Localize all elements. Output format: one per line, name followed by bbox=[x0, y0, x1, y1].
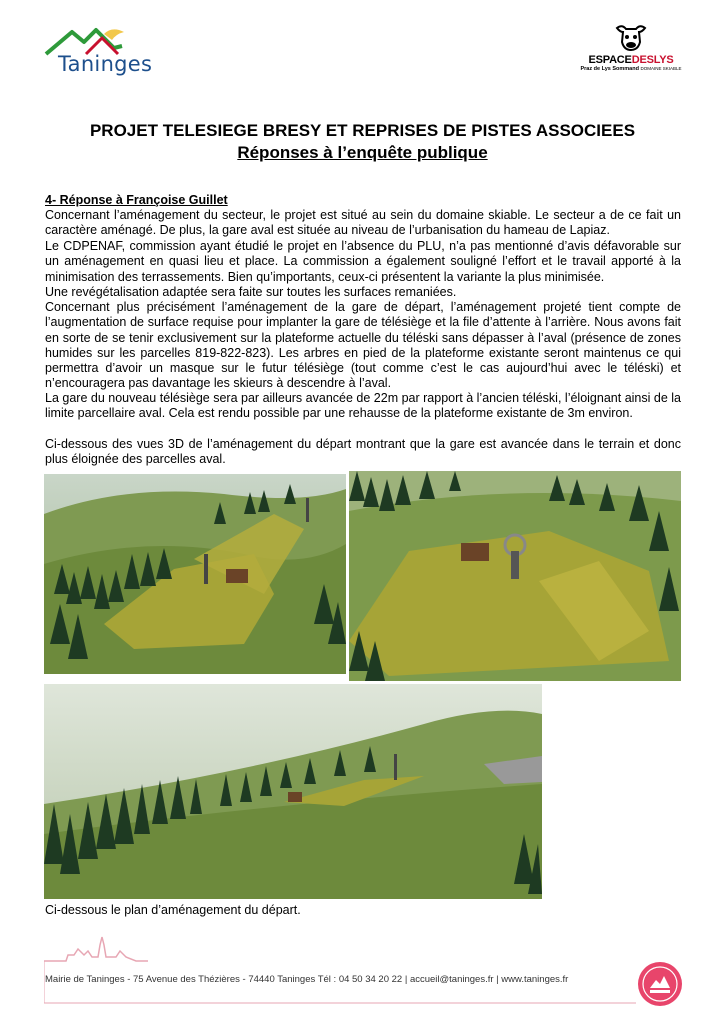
3d-view-image-3 bbox=[44, 684, 542, 899]
paragraph-1: Concernant l’aménagement du secteur, le projet est situé au sein du domaine skiable. Le secteur a de ce fait un caractère aménagé. De plus, la gare aval est située au niveau de l’urbanisation du hameau de Lapiaz. bbox=[45, 208, 681, 238]
3d-view-image-2 bbox=[349, 471, 681, 681]
paragraph-4: Concernant plus précisément l’aménagement de la gare de départ, l’aménagement projeté tient compte de l’augmentation de surface requise pour implanter la gare de télésiège et la file d’attente à l’arrière. Nous avons fait en sorte de se tenir exclusivement sur la plateforme actuelle du téléski sans dépasser à l’aval (présence de zones humides sur les parcelles 819-822-823). Les arbres en pied de la plateforme existante seront maintenus ce qui permettra d’avoir un masque sur le futur télésiège (tout comme c’est le cas aujourd’hui avec le téléski) et n’encouragera pas davantage les skieurs à descendre à l’aval. bbox=[45, 300, 681, 391]
footer-contact: Mairie de Taninges - 75 Avenue des Thézières - 74440 Taninges Tél : 04 50 34 20 22 | accueil@taninges.fr | www.taninges.fr bbox=[45, 974, 569, 985]
village-outline-icon bbox=[44, 935, 684, 1007]
paragraph-3: Une revégétalisation adaptée sera faite sur toutes les surfaces remaniées. bbox=[45, 285, 457, 299]
espace-des-lys-tagline: Praz de Lys Sommand DOMAINE SKIABLE bbox=[580, 66, 682, 72]
document-title: PROJET TELESIEGE BRESY ET REPRISES DE PISTES ASSOCIEES bbox=[89, 121, 636, 140]
section-heading: 4- Réponse à Françoise Guillet bbox=[45, 193, 228, 207]
3d-view-image-1 bbox=[44, 474, 346, 674]
taninges-logo bbox=[42, 24, 162, 74]
taninges-logo-text: Taninges bbox=[58, 52, 153, 76]
ville-badge-icon bbox=[636, 960, 684, 1008]
paragraph-5: La gare du nouveau télésiège sera par ailleurs avancée de 22m par rapport à l’ancien téléski, l’éloignant ainsi de la limite parcellaire aval. Cela est rendu possible par une rehausse de la plateforme existante de 3m environ. bbox=[45, 391, 681, 421]
paragraph-6: Ci-dessous des vues 3D de l’aménagement du départ montrant que la gare est avancée dans le terrain et donc plus éloignée des parcelles aval. bbox=[45, 437, 681, 467]
espace-des-lys-logo bbox=[576, 22, 686, 82]
espace-des-lys-name: ESPACEDESLYS bbox=[588, 54, 674, 66]
caption-plan: Ci-dessous le plan d’aménagement du départ. bbox=[45, 903, 301, 917]
document-subtitle: Réponses à l’enquête publique bbox=[237, 143, 488, 162]
cow-head-icon bbox=[614, 22, 648, 52]
paragraph-2: Le CDPENAF, commission ayant étudié le projet en l’absence du PLU, n’a pas mentionné d’avis défavorable sur un aménagement en quasi lieu et place. La commission a également souligné l’effort et le travail apporté à la minimisation des terrassements. Bien qu’importants, ceux-ci présentent la variante la plus minimisée. bbox=[45, 239, 681, 284]
